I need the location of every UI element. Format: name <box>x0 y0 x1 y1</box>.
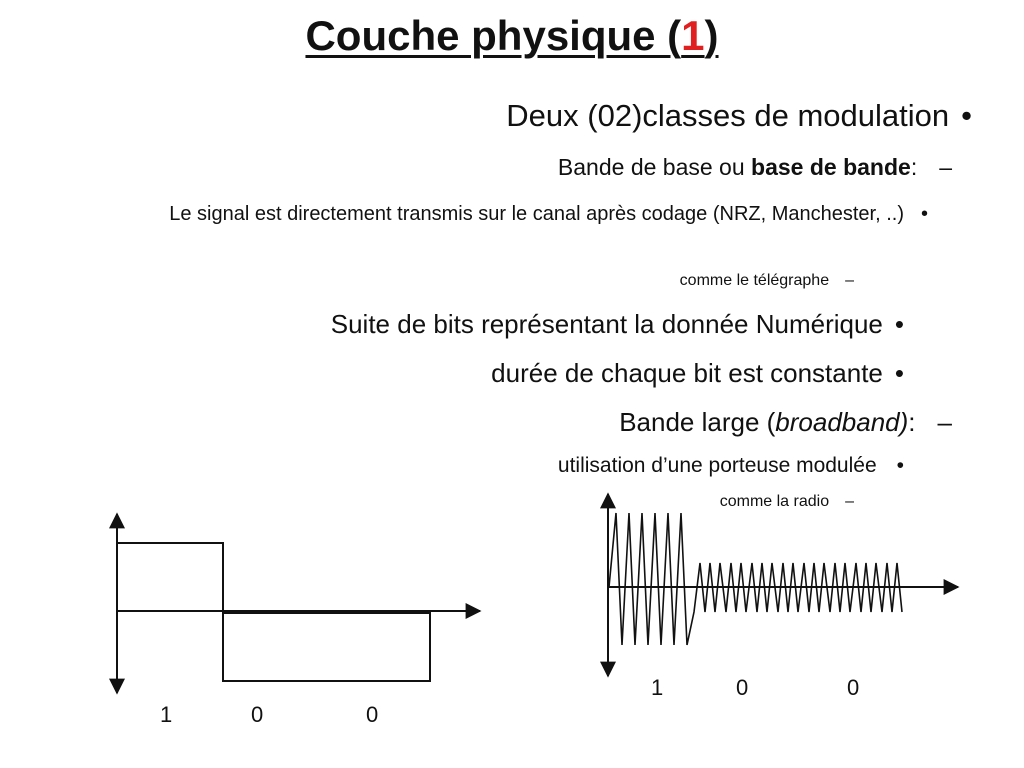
bullet-text: utilisation d’une porteuse modulée <box>557 454 877 477</box>
bullet-text: Bande large ( <box>619 407 776 437</box>
bullet-marker: • <box>961 98 972 133</box>
bullet-marker: • <box>920 203 928 225</box>
bullet-text: : <box>910 154 918 180</box>
bullet-text: Le signal est directement transmis sur le canal après codage (NRZ, Manchester, ..) <box>169 203 904 225</box>
bullet-text: Suite de bits représentant la donnée Numérique <box>330 309 883 339</box>
bullet-marker: • <box>896 454 904 477</box>
dash-marker: – <box>845 272 854 289</box>
bullet-text: Deux (02)classes de modulation <box>506 98 950 133</box>
bullet-text: comme la radio <box>719 493 830 510</box>
dash-marker: – <box>937 407 952 437</box>
broadband-bit-2: 0 <box>736 675 749 700</box>
broadband-signal <box>609 513 902 645</box>
bullet-text-bold: base de bande <box>751 154 911 180</box>
bullet-marker: • <box>894 309 904 339</box>
broadband-bit-1: 1 <box>651 675 664 700</box>
bullet-text: Bande de base ou <box>557 154 752 180</box>
bullet-text-italic: broadband) <box>775 407 909 437</box>
bullet-marker: • <box>894 358 904 388</box>
bullet-text: : <box>908 407 916 437</box>
baseband-diagram <box>117 514 480 693</box>
bullet-text: durée de chaque bit est constante <box>491 358 883 388</box>
broadband-bit-3: 0 <box>847 675 860 700</box>
title-number: 1 <box>681 12 705 59</box>
baseband-bit-2: 0 <box>251 702 264 727</box>
title-suffix: ) <box>704 12 719 59</box>
broadband-diagram <box>608 494 958 676</box>
dash-marker: – <box>845 493 854 510</box>
bullet-text: comme le télégraphe <box>679 272 830 289</box>
baseband-bit-1: 1 <box>160 702 173 727</box>
dash-marker: – <box>939 154 952 180</box>
title-prefix: Couche physique ( <box>305 12 682 59</box>
baseband-bit-3: 0 <box>366 702 379 727</box>
